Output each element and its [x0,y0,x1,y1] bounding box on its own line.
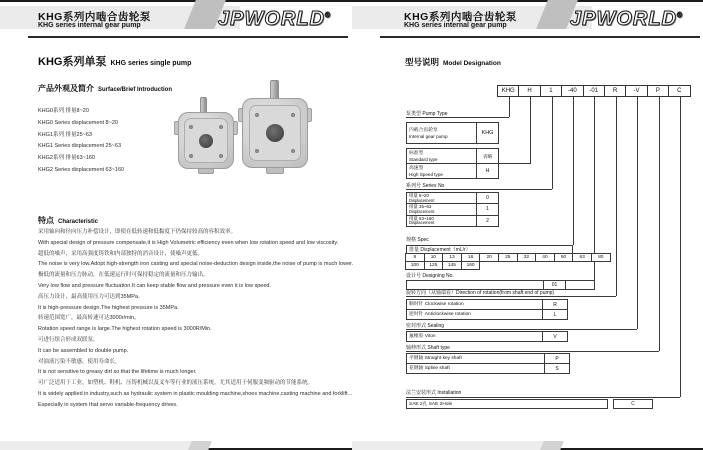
characteristic-heading-en: Characteristic [58,219,99,225]
label-en: Displacement [409,220,435,226]
model-designation-heading-en: Model Designation [443,60,501,67]
text-line: 对油液污染不敏感，使用寿命长。 [38,358,121,365]
row-code: 1 [476,204,498,214]
connector-line [680,97,681,397]
connector-underline [498,163,531,164]
spec-cell: 13 [442,253,462,262]
row-code: L [542,310,567,319]
row-label: 氟橡胶 Viton [409,334,436,340]
text-line: Rotation speed range is large.The highest rotation speed is 3000R/Min. [38,326,212,333]
row-label [407,149,476,163]
table-row [407,193,498,203]
row-code: P [544,354,569,363]
text-line: 可广泛适用于工业，如塑机、鞋机、压铸机械以及叉车等行业的液压系统。尤其适用于伺服变频驱动的节能系统。 [38,380,314,387]
text-line: With special design of pressure compensate,it is High Volumetric efficiency even when low rotation speed and low viscosity. [38,239,339,246]
spec-cell: 20 [479,253,499,262]
design-no-blank [566,281,594,289]
spec-cell: 63 [572,253,592,262]
model-code-segment: KHG [497,85,519,97]
brand-logo [218,8,331,31]
table-row [407,281,594,289]
table-row [407,203,498,214]
header-rule [380,36,700,38]
group-title-series-no: 系列号 Series No [406,183,445,189]
spec-cell: 100 [405,261,425,270]
text-line: 转速范围宽广，最高转速可达3000r/min。 [38,315,140,322]
text-line: It is high-pressure design.The highest pressure is 35MPa. [38,304,179,311]
page-title [38,53,191,69]
row-label [407,193,476,203]
connector-underline [406,189,552,190]
row-label [407,123,476,143]
row-code: S [544,364,569,373]
rotation-table [406,299,568,320]
spec-cell: 80 [591,253,611,262]
spec-cell: 8 [405,253,425,262]
connector-line [616,97,617,296]
model-code-segment: -V [625,85,647,97]
pump-port [266,124,284,142]
spec-cell: 145 [442,261,462,270]
model-code-segment: -40 [561,85,583,97]
connector-line [659,97,660,351]
group-title-design-no: 设计号 Designing No. [406,273,454,279]
label-cn: 排量 8~20 [409,193,429,198]
sealing-table [406,331,568,342]
header-title-cn: KHG系列内啮合齿轮泵 [38,11,151,23]
table-row [407,354,569,363]
row-label: SAE 2孔 SAE 2Hole [409,401,453,407]
model-code-segment: -01 [583,85,605,97]
connector-underline [406,296,616,297]
registered-mark: ® [677,12,684,20]
spec-cell: 160 [461,261,481,270]
connector-underline [406,351,659,352]
design-no-value: 01 [543,281,566,289]
pump-bolt [189,154,193,158]
intro-heading-cn: 产品外观及简介 [38,84,94,93]
model-code-segment: P [647,85,669,97]
row-label [407,204,476,214]
table-row [407,163,498,178]
pump-bolt [291,113,295,117]
pump-bolt [255,149,259,153]
row-code: H [476,164,498,178]
intro-line: KHG1系列 排量25~63 [38,131,92,138]
group-title-sealing: 密封形式 Sealing [406,323,445,329]
pump-bolt [189,125,193,129]
text-line: Especially in system that servo variable-frequency drives. [38,401,178,408]
pump-port [199,134,213,148]
footer-accent-slant [188,441,212,450]
spec-cell: 10 [424,253,444,262]
model-code-segment: R [604,85,626,97]
row-code: R [542,300,567,309]
footer-bar [352,441,544,450]
registered-mark: ® [325,12,332,20]
model-code-segment: 1 [540,85,562,97]
intro-line: KHG1 Series displacement 25~63 [38,143,122,150]
spec-cell: 125 [424,261,444,270]
footer-bar [0,441,192,450]
brand-logo-text: JPWORLD [570,8,677,30]
group-title-installation: 法兰安装形式 Installation [406,390,462,396]
table-row [407,149,498,163]
group-title-spec: 规格 Spec [406,237,429,243]
page-title-cn: KHG系列单泵 [38,56,107,68]
intro-line: KHG0 Series displacement 8~20 [38,119,118,126]
text-line: 超低的噪声，采用高强度铸铁和内部独特的消音设计，使噪声更低。 [38,250,204,257]
label-en: Internal gear pump [409,133,448,139]
header-rule [28,36,348,38]
row-code: C [631,401,635,407]
row-label: 平键轴 Straight key shaft [409,356,462,362]
label-en: Standard type [409,156,438,162]
table-row [407,309,567,319]
label-en: Displacement [409,197,435,203]
connector-line [552,97,553,189]
spec-cell: 40 [535,253,555,262]
spec-values-row2 [406,261,480,270]
text-line: It can be assembled to double pump. [38,347,129,354]
header-title-cn: KHG系列内啮合齿轮泵 [404,11,517,23]
spec-cell: 16 [461,253,481,262]
intro-line: KHG2 Series displacement 63~160 [38,166,125,173]
footer-accent-slant [540,441,564,450]
text-line: It is widely applied in industry,such as hydraulic system in plastic moulding machine,shoes machine,casting machine and forklift... [38,390,353,397]
characteristic-heading [38,215,98,226]
characteristic-paragraphs [38,227,354,411]
brand-logo-text: JPWORLD [218,8,325,30]
table-row [407,332,567,341]
header-title-en: KHG series internal gear pump [38,22,141,29]
row-code: KHG [476,123,498,143]
spec-cell: 50 [554,253,574,262]
text-line: 可进行组合形成双联泵。 [38,336,99,343]
intro-line: KHG2系列 排量63~160 [38,155,96,162]
label-cn: 排量 25~63 [409,204,432,210]
row-label: 顺时针 Clockwise rotation [409,302,464,308]
table-row [407,215,498,226]
text-line: It is not sensitive to greasy dirt so that the lifetime is much longer. [38,369,197,376]
text-line: 采用轴向和径向压力补偿设计，即使在低转速和低黏度下仍保持较高的容积效率。 [38,229,237,235]
group-title-shaft: 轴伸形式 Shaft type [406,345,450,351]
top-edge-line [0,0,703,2]
pump-photo-large [240,80,310,176]
model-designation-heading-cn: 型号说明 [405,57,440,67]
model-code-row [498,85,691,97]
intro-line: KHG0系列 排量8~20 [38,108,89,114]
header-title-en: KHG series internal gear pump [404,22,507,29]
page-title-en: KHG series single pump [110,60,192,67]
pump-bolt [255,113,259,117]
row-code: V [542,332,567,341]
model-designation-heading [405,56,501,68]
spec-cell: 25 [498,253,518,262]
pump-photo-small [176,97,236,175]
connector-underline [406,117,509,118]
text-line: Very low flow and pressure fluctuation.It can keep stable flow and pressure even it is low speed. [38,282,271,289]
row-label: 逆时针 Anticlockwise rotation [409,312,471,318]
connector-line [573,97,574,245]
row-label [407,164,476,178]
text-line: The noise is very low.Adopt high-strength iron casting and special noise-deduction design inside,the noise of pump is much lower. [38,261,354,268]
label-en: High Speed type [409,171,443,177]
table-row [407,363,569,373]
connector-line [530,97,531,163]
intro-heading-en: Surface/Brief Introduction [98,87,173,93]
connector-line [509,97,510,117]
table-row [407,400,607,408]
connector-line [637,97,638,329]
characteristic-heading-cn: 特点 [38,216,54,225]
installation-label-box [406,399,608,409]
label-en: Displacement [409,209,435,215]
pump-bolt [219,154,223,158]
brand-logo [570,8,683,31]
row-label [407,216,476,226]
shaft-table [406,353,570,374]
text-line: 极低的流量和压力脉动，在低速运行时可保持稳定的流量和压力输出。 [38,272,209,279]
model-code-segment: C [668,85,690,97]
row-code: 省略 [476,149,498,163]
pump-foot [198,168,214,174]
intro-heading [38,83,172,94]
design-no-blank [407,281,543,289]
group-title-pump-type: 泵类型 Pump Type [406,111,448,117]
speed-type-table [406,148,499,179]
pump-bolt [291,149,295,153]
row-code: 2 [476,216,498,226]
label-cn: 内啮合齿轮泵 [409,128,438,133]
pump-foot [266,167,284,174]
label-cn: 标准型 [409,151,424,156]
row-code: 0 [476,193,498,203]
intro-list [38,106,178,177]
spec-cell: 32 [517,253,537,262]
installation-code-box [613,399,653,409]
pump-bolt [219,125,223,129]
row-label: 花键轴 Spline shaft [409,366,450,372]
label-cn: 排量 63~160 [409,215,434,221]
table-row [407,123,498,143]
text-line: 高压力设计，最高使用压力可达到35MPa。 [38,293,144,300]
connector-underline [406,329,637,330]
connector-underline [406,397,680,398]
pump-shaft [270,80,279,100]
pump-type-table [406,122,499,144]
model-code-segment: H [518,85,540,97]
group-title-rotation: 旋转方向（从轴端看）Direction of rotation(from shaft end of pump) [406,290,555,296]
table-row [407,300,567,309]
spec-header-label: 排量 Displacement（mL/r） [409,247,471,253]
label-cn: 高速型 [409,166,424,171]
series-no-table [406,192,499,227]
